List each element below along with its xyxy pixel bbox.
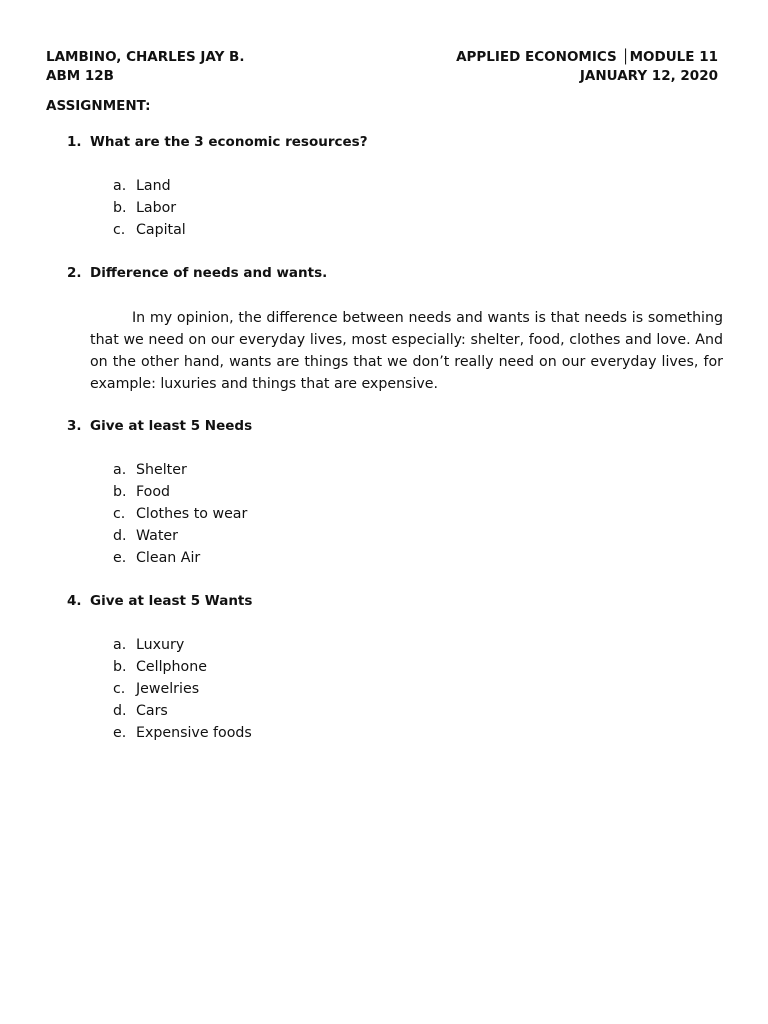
answer-letter: a. (113, 462, 127, 478)
answer-text: Expensive foods (136, 725, 252, 741)
question-text: Difference of needs and wants. (90, 265, 328, 281)
answer-list-4 (113, 634, 252, 744)
document-header (46, 48, 718, 86)
answer-paragraph: In my opinion, the difference between needs and wants is that needs is something that we need on our everyday lives, most especially: shelter, food, clothes and love. And on the other hand, wants are things that we don’t really need on our everyday lives, for example: luxuries and things that are expensive. (90, 310, 723, 392)
section: ABM 12B (46, 68, 114, 84)
answer-letter: b. (113, 200, 127, 216)
list-item (113, 722, 252, 744)
student-name: LAMBINO, CHARLES JAY B. (46, 49, 245, 65)
answer-letter: d. (113, 703, 127, 719)
answer-text: Clothes to wear (136, 506, 248, 522)
answer-text: Jewelries (136, 681, 200, 697)
question-number: 2. (67, 265, 82, 281)
answer-letter: a. (113, 178, 127, 194)
list-item (113, 219, 186, 241)
question-3 (67, 417, 252, 436)
answer-letter: c. (113, 681, 126, 697)
list-item (113, 481, 247, 503)
answer-list-3 (113, 459, 247, 569)
answer-text: Clean Air (136, 550, 201, 566)
answer-text: Shelter (136, 462, 187, 478)
question-number: 3. (67, 418, 82, 434)
question-text: Give at least 5 Needs (90, 418, 253, 434)
date: JANUARY 12, 2020 (579, 68, 718, 84)
answer-letter: e. (113, 725, 127, 741)
list-item (113, 197, 186, 219)
question-2 (67, 264, 327, 283)
question-4 (67, 592, 252, 611)
answer-text: Luxury (136, 637, 185, 653)
list-item (113, 634, 252, 656)
answer-text: Cars (136, 703, 168, 719)
answer-letter: b. (113, 484, 127, 500)
answer-letter: c. (113, 506, 126, 522)
answer-list-1 (113, 175, 186, 241)
answer-text: Food (136, 484, 171, 500)
answer-letter: a. (113, 637, 127, 653)
assignment-label: ASSIGNMENT: (46, 98, 151, 114)
answer-letter: c. (113, 222, 126, 238)
answer-letter: e. (113, 550, 127, 566)
answer-text: Labor (136, 200, 177, 216)
header-row-2 (46, 67, 718, 86)
answer-text: Capital (136, 222, 186, 238)
list-item (113, 503, 247, 525)
header-row-1 (46, 48, 718, 67)
list-item (113, 700, 252, 722)
list-item (113, 678, 252, 700)
list-item (113, 175, 186, 197)
question-number: 1. (67, 134, 82, 150)
question-text: Give at least 5 Wants (90, 593, 253, 609)
answer-letter: b. (113, 659, 127, 675)
course-module: APPLIED ECONOMICS │MODULE 11 (456, 49, 718, 65)
answer-letter: d. (113, 528, 127, 544)
answer-text: Cellphone (136, 659, 207, 675)
list-item (113, 525, 247, 547)
list-item (113, 459, 247, 481)
answer-text: Water (136, 528, 178, 544)
question-number: 4. (67, 593, 82, 609)
list-item (113, 547, 247, 569)
question-text: What are the 3 economic resources? (90, 134, 368, 150)
list-item (113, 656, 252, 678)
question-1 (67, 133, 368, 152)
answer-text: Land (136, 178, 171, 194)
